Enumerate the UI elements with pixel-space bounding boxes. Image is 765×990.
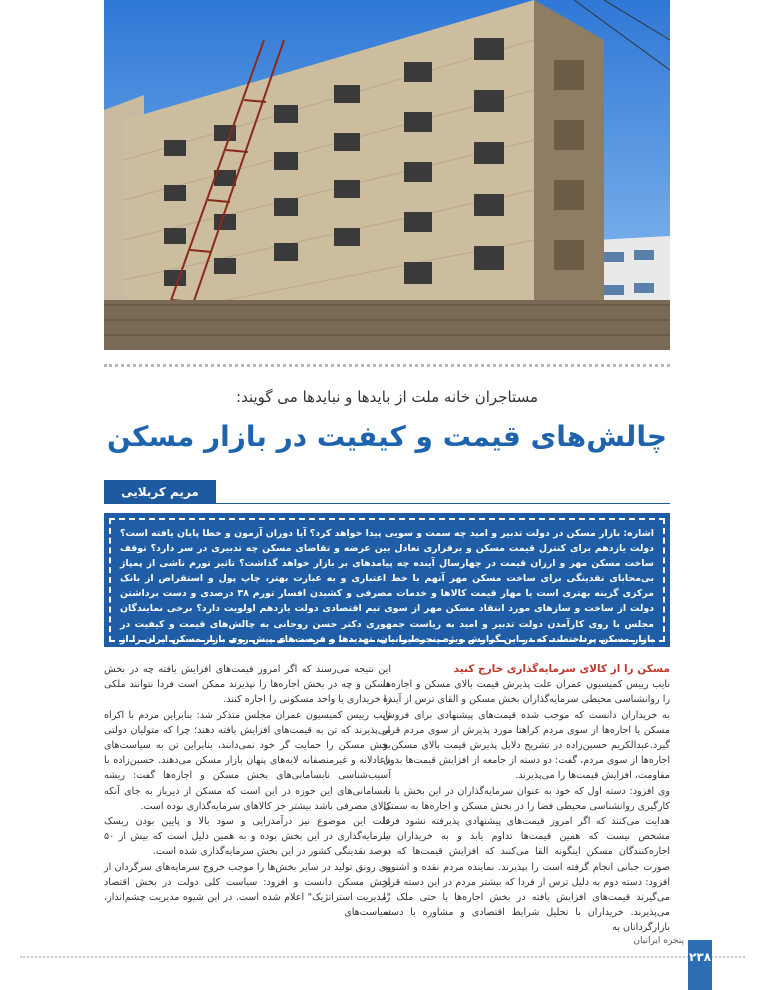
lead-box [104,513,670,660]
section-heading: مسکن را از کالای سرمایه‌گذاری خارج کنید [453,663,670,675]
right-column [383,662,670,934]
author-underline [216,503,670,504]
magazine-name: پنجره ایرانیان [633,936,684,946]
paragraph: نایب رییس کمیسیون عمران علت پذیرش قیمت بالای مسکن و اجاره‌ها را روانشناسی محیطی سرمایه‌گذاران بخش مسکن و القای ترس از آینده به خریداران دانست که موجب شده قیمت‌های پیشنهادی برای فروش مسکن یا اجاره‌ها از سوی مردم کراهتا مورد پذیرش از سوی مردم قرار گیرد.عبدالکریم حسین‌زاده در تشریح دلایل پذیرش قیمت بالای مسکن و اجاره‌ها از سوی مردم، گفت: دو دسته از جامعه از افزایش قیمت‌ها بدون مقاومت، افزایش قیمت‌ها را می‌پذیرند. [383,679,670,782]
page-number: ۲۳۸ [688,940,712,990]
paragraph: نایب رییس کمیسیون عمران مجلس متذکر شد: بنابراین مردم با اکراه می‌پذیرند که تن به قیمت‌های افزایش یافته دهند؛ چرا که متولیان دولتی بخش مسکن را حمایت گر خود نمی‌دانند، بنابراین تن به سیاست‌های ناعادلانه و غیرمنصفانه لایه‌های پنهان بازار مسکن می‌دهند. حسین‌زاده با آسیب‌شناسی نابسامانی‌های بخش مسکن و اجاره‌ها گفت: ریشه نابسامانی‌های این حوزه در این است که مسکن از دیرباز به جای آنکه کالای مصرفی باشد بیشتر جز کالاهای سرمایه‌گذاری بوده است. [104,709,391,812]
paragraph: وی افزود: دسته اول که خود به عنوان سرمایه‌گذاران در این بخش با به کارگیری روانشناسی محیطی فضا را در بخش مسکن و اجاره‌ها به سمتی هدایت می‌کنند که اگر امروز قیمت‌های پیشنهادی پذیرفته نشود فردا مشخص نیست که همین قیمت‌ها تداوم یابد و به خریداران یا اجاره‌کنندگان مسکن اینگونه القا می‌کنند که افزایش قیمت‌ها که به صورت جبانی انجام گرفته است را بپذیرند. نماینده مردم نقده و اشنویه افزود: دسته دوم به دلیل ترس از فردا که بیشتر مردم در این دسته قرار می‌گیرند قیمت‌های افزایش یافته در بخش اجاره‌ها یا حتی ملک را می‌پذیرند. خریداران با تحلیل شرایط اقتصادی و مشاوره با دسته بازارگردانان به [383,785,670,934]
paragraph: علت این موضوع نیز درآمدزایی و سود بالا و پایین بودن ریسک سرمایه‌گذاری در این بخش بوده و به همین دلیل است که بیش از ۵۰ درصد نقدینگی کشور در این بخش سرمایه‌گذاری شده است. [104,816,391,858]
divider [104,364,670,367]
left-column [104,662,391,934]
article-subtitle: مستاجران خانه ملت از بایدها و نبایدها می گویند: [236,388,538,406]
footer-rule [20,956,745,958]
paragraph: وی رونق تولید در سایر بخش‌ها را موجب خروج سرمایه‌های سرگردان از بخش مسکن دانست و افزود: سیاست کلی دولت در بخش اقتصاد "مدیریت استراتژیک" اعلام شده است. در این شیوه مدیریت چشم‌انداز، سیاست‌های [104,861,391,919]
paragraph: این نتیجه می‌رسند که اگر امروز قیمت‌های افزایش یافته چه در بخش مسکن و چه در بخش اجاره‌ها را نپذیرند ممکن است فردا نتوانند ملکی را خریداری یا واحد مسکونی را اجاره کنند. [104,664,391,706]
article-title: چالش‌های قیمت و کیفیت در بازار مسکن [106,420,668,453]
building-photo [104,0,670,350]
lead-text: اشاره: بازار مسکن در دولت تدبیر و امید چه سمت و سویی پیدا خواهد کرد؟ آیا دوران آزمون و خطا پایان یافته است؟ دولت یازدهم برای کنترل قیمت مسکن و برقراری تعادل بین عرضه و تقاضای مسکن چه تدبیری در سر دارد؟ توقف ساخت مسکن مهر و ارزان قیمت در چهارسال آینده چه پیامدهای بر بازار خواهد گذاشت؟ تاثیر تورم ناشی از پمپاژ بی‌محابای نقدینگی برای ساخت مسکن مهر آنهم با خط اعتباری و به عبارت بهتر، چاپ پول و استقراض از بانک مرکزی گزینه بهتری است یا مهار قیمت کالاها و خدمات مصرفی و کشیدن افسار تورم ۳۸ درصدی و دست برداشتن دولت از ساخت و سازهای مورد انتقاد مسکن مهر از سوی تیم اقتصادی دولت یازدهم اولویت دارد؟ برخی نمایندگان مجلس با روی کارآمدن دولت تدبیر و امید به ریاست جمهوری دکتر حسن روحانی به چالش‌های قیمت و کیفیت در بازار مسکن پرداخته‌اند که در این گزارش ویژه پنجره‌ایرانیان، تهدیدها و فرصت‌های پیش روی بازار مسکن ایران را از نگاه مستاجران خانه ملت می‌خوانید: [109,518,665,642]
author-name: مریم کربلایی [104,480,216,504]
